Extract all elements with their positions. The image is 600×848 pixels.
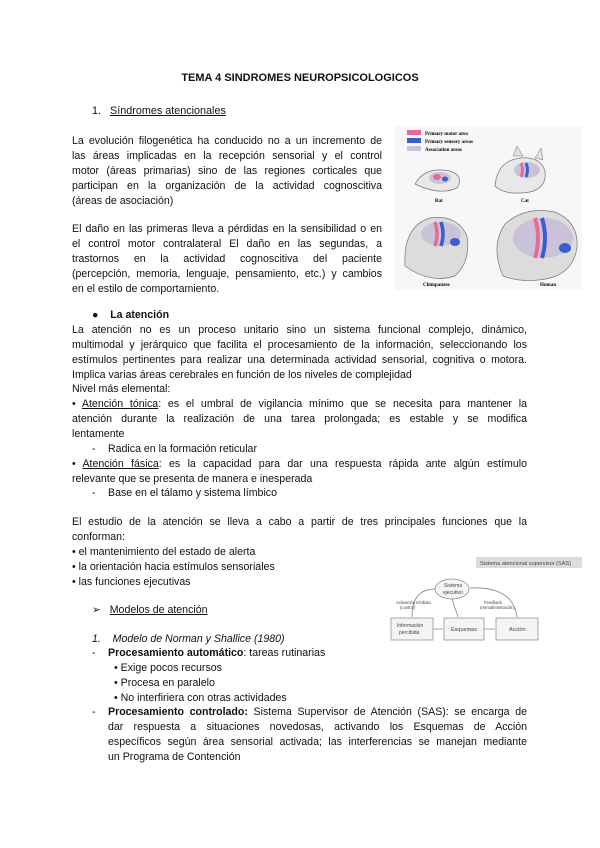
modelo-norman-heading	[92, 632, 285, 647]
text-line: estímulos pertinentes para realizar una determinada actividad sensorial, cognitiva o motora.	[72, 354, 527, 366]
heading-atencion: La atención	[110, 309, 170, 321]
sas-diagram-svg	[388, 556, 583, 648]
cat-head-icon	[495, 146, 545, 193]
tonica-definition: : es el umbral de vigilancia mínimo que se necesita para mantener la	[158, 398, 527, 410]
modelos-title: Modelos de atención	[109, 604, 208, 616]
text-line: Implica varias áreas cerebrales en función de los niveles de complejidad	[72, 369, 412, 381]
feedback-label-2: (retroalimentación)	[480, 605, 515, 610]
dash-marker: -	[92, 706, 96, 718]
label-cat: Cat	[521, 199, 529, 204]
dash-marker: -	[92, 647, 96, 659]
label-chimpanzee: Chimpanzee	[423, 283, 450, 288]
list-item: • Procesa en paralelo	[114, 677, 215, 689]
text-line: (áreas de asociación)	[72, 195, 174, 207]
modelo-title: Modelo de Norman y Shallice (1980)	[112, 633, 285, 645]
legend-label-motor: Primary motor area	[425, 132, 468, 137]
brain-comparison-figure	[395, 126, 582, 290]
text-line: (percepción, memoria, lenguaje, pensamiento, etc.) y cambios	[72, 268, 382, 280]
list-item: • la orientación hacia estímulos sensoriales	[72, 561, 275, 573]
text-line: dar respuesta a situaciones novedosas, activando los Esquemas de Acción	[108, 721, 527, 733]
text-line	[108, 705, 527, 720]
modelos-heading	[92, 603, 208, 618]
node-supervisor-label-2: ejecutivo	[443, 590, 463, 596]
text-line: trastornos en la actividad cognoscitiva del paciente	[72, 253, 382, 265]
controlado-definition: Sistema Supervisor de Atención (SAS): se encarga de	[247, 706, 528, 718]
legend-label-association: Association areas	[425, 148, 462, 153]
node-schemes-label: Esquemas	[451, 627, 477, 633]
fasica-definition: : es la capacidad para dar una respuesta rápida ante algún estímulo	[158, 458, 527, 470]
term-fasica: Atención fásica	[82, 458, 159, 470]
text-line: multimodal y jerárquico que facilita el procesamiento de la información, seleccionando los	[72, 339, 527, 351]
node-info	[391, 618, 433, 640]
text-line: un Programa de Contención	[108, 751, 241, 763]
text-line: las áreas implicadas en la recepción sensorial y el control	[72, 150, 382, 162]
sas-title: Sistema atencional supervisor (SAS)	[480, 561, 572, 567]
arrow-bullet-icon: ➢	[92, 604, 101, 616]
text-line: conforman:	[72, 531, 125, 543]
text-line	[72, 457, 527, 472]
page-title: TEMA 4 SINDROMES NEUROPSICOLOGICOS	[181, 72, 419, 84]
list-item: • el mantenimiento del estado de alerta	[72, 546, 256, 558]
text-line: lentamente	[72, 428, 125, 440]
activation-label-2: (control)	[400, 605, 416, 610]
brain-illustration	[395, 126, 582, 290]
text-line: motor (áreas primarias) sino de las regiones corticales que	[72, 165, 382, 177]
section-heading	[92, 105, 226, 117]
automatico-definition: : tareas rutinarias	[243, 647, 326, 659]
bullet-icon: •	[72, 458, 76, 470]
list-item: • Exige pocos recursos	[114, 662, 222, 674]
text-line	[72, 397, 527, 412]
text-line: participan en la organización de la actividad cognoscitiva	[72, 180, 382, 192]
activation-label-1: Activación inhibida	[396, 600, 431, 605]
term-controlado: Procesamiento controlado:	[108, 706, 248, 718]
modelo-number: 1.	[92, 633, 101, 645]
bullet-icon: ●	[92, 309, 99, 321]
section-title: Síndromes atencionales	[110, 105, 226, 117]
text-line: relevante que se presenta de manera e inesperada	[72, 473, 313, 485]
label-human: Human	[540, 283, 557, 288]
sas-diagram	[388, 556, 583, 648]
term-tonica: Atención tónica	[81, 398, 159, 410]
sub-item: Base en el tálamo y sistema límbico	[108, 487, 277, 499]
legend-swatch-motor	[407, 130, 421, 135]
label-rat: Rat	[435, 199, 443, 204]
text-line: atención durante la realización de una tarea prolongada; es estable y se modifica	[72, 413, 527, 425]
sub-item: Radica en la formación reticular	[108, 443, 257, 455]
human-head-icon	[497, 211, 577, 281]
bullet-icon: •	[72, 398, 76, 410]
term-automatico: Procesamiento automático	[108, 647, 244, 659]
node-action-label: Acción	[509, 627, 526, 633]
node-info-label-1: Información	[397, 623, 424, 629]
text-line: La atención no es un proceso unitario sino un sistema funcional complejo, dinámico,	[72, 324, 527, 336]
text-line: el control motor contralateral El daño en las segundas, a	[72, 238, 382, 250]
rat-head-icon	[415, 170, 460, 191]
text-line: El daño en las primeras lleva a pérdidas en la sensibilidad o en	[72, 223, 382, 235]
list-item: • No interfiriera con otras actividades	[114, 692, 287, 704]
node-supervisor	[435, 579, 469, 599]
node-info-label-2: percibida	[399, 630, 420, 636]
text-line: Nivel más elemental:	[72, 383, 171, 395]
chimpanzee-head-icon	[405, 217, 468, 278]
feedback-label-1: Feedback	[484, 600, 503, 605]
dash-marker: -	[92, 487, 96, 499]
legend-label-sensory: Primary sensory areas	[425, 140, 473, 145]
text-line	[108, 646, 325, 661]
text-line: específicos según área sensorial activada; las interferencias se manejan mediante	[108, 736, 527, 748]
section-number: 1.	[92, 105, 102, 117]
bullet-heading-atencion	[92, 308, 169, 323]
list-item: • las funciones ejecutivas	[72, 576, 191, 588]
legend-swatch-association	[407, 146, 421, 151]
text-line: El estudio de la atención se lleva a cabo a partir de tres principales funciones que la	[72, 516, 527, 528]
node-supervisor-label-1: Sistema	[444, 583, 463, 589]
legend-swatch-sensory	[407, 138, 421, 143]
text-line: en el estilo de comportamiento.	[72, 283, 220, 295]
dash-marker: -	[92, 443, 96, 455]
text-line: La evolución filogenética ha conducido no a un incremento de	[72, 135, 382, 147]
